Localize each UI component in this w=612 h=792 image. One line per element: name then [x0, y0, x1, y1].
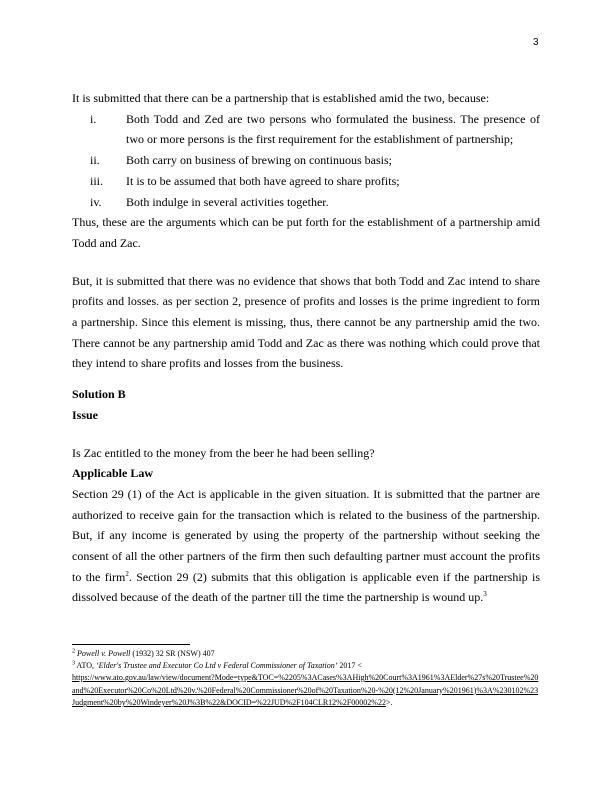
list-marker: iv. [90, 194, 102, 209]
list-marker: ii. [90, 153, 100, 168]
footnotes-section [72, 644, 540, 710]
footnote-year: 2017 < [337, 661, 362, 670]
applicable-law-heading: Applicable Law [72, 466, 154, 481]
footnote-citation: (1932) 32 SR (NSW) 407 [130, 649, 215, 658]
footnote-case-name: ‘Elder's Trustee and Executor Co Ltd v Federal Commissioner of Taxation’ [95, 661, 338, 670]
list-item-text: It is to be assumed that both have agreed to share profits; [126, 173, 400, 188]
footnote-number: 2 [72, 648, 75, 655]
issue-paragraph: Is Zac entitled to the money from the beer he had been selling? [72, 445, 375, 460]
list-item [72, 171, 540, 192]
footnote-number: 3 [72, 660, 75, 667]
footnote-url-link[interactable]: https://www.ato.gov.au/law/view/document?Mode=type&TOC=%2205%3ACases%3AHigh%20Court%3A1961%3AElder%27s%20Trustee%20and%20Executor%20Co%20Ltd%20v.%20Federal%20Commissioner%20of%20Taxation%20-%20(12%20January%201961)%3A%230102%23Judgment%20by%20Windeyer%20J%3B%22&DOCID=%22JUD%2F104CLR12%2F00002%22>. [72, 672, 540, 710]
law-text-part-1: Section 29 (1) of the Act is applicable in the given situation. It is submitted that the partner are authorized to receive gain for the transaction which is related to the business of the partnership. But, if any income is generated by using the property of the partnership without seeking the consent of all the other partners of the firm then such defaulting partner must account the profits to the firm [72, 486, 540, 584]
argument-list [72, 109, 540, 213]
footnote-reference[interactable]: 2 [125, 569, 129, 578]
list-item [72, 192, 540, 213]
list-item-text: Both Todd and Zed are two persons who formulated the business. The presence of two or more persons is the first requirement for the establishment of partnership; [126, 111, 540, 147]
applicable-law-paragraph [72, 484, 540, 608]
conclusion-paragraph: Thus, these are the arguments which can be put forth for the establishment of a partnership amid Todd and Zac. [72, 215, 540, 250]
spacer [72, 254, 540, 271]
page-number: 3 [533, 37, 539, 48]
law-text-part-2: . Section 29 (2) submits that this obligation is applicable even if the partnership is dissolved because of the death of the partner till the time the partnership is wound up. [72, 569, 541, 605]
footnote-separator [72, 644, 190, 645]
list-marker: iii. [90, 173, 104, 188]
list-item [72, 150, 540, 171]
spacer [72, 374, 540, 384]
footnote-2 [72, 648, 540, 660]
list-item [72, 109, 540, 150]
list-marker: i. [90, 111, 97, 126]
spacer [72, 426, 540, 443]
footnote-closing: >. [385, 698, 393, 707]
counter-argument-paragraph: But, it is submitted that there was no evidence that shows that both Todd and Zac intend to share profits and losses. as per section 2, presence of profits and losses is the prime ingredient to form a partnership. Since this element is missing, thus, there cannot be any partnership amid the two. There cannot be any partnership amid Todd and Zac as there was nothing which could prove that they intend to share profits and losses from the business. [72, 273, 540, 371]
issue-heading: Issue [72, 407, 99, 422]
footnote-3 [72, 660, 540, 672]
footnote-prefix: ATO, [75, 661, 96, 670]
intro-paragraph: It is submitted that there can be a partnership that is established amid the two, because: [72, 91, 490, 105]
list-item-text: Both indulge in several activities together. [126, 194, 329, 209]
footnote-case-name: Powell v. Powell [77, 649, 131, 658]
list-item-text: Both carry on business of brewing on continuous basis; [126, 153, 392, 168]
footnote-reference[interactable]: 3 [483, 590, 487, 599]
document-body [72, 88, 540, 608]
solution-heading: Solution B [72, 387, 126, 402]
